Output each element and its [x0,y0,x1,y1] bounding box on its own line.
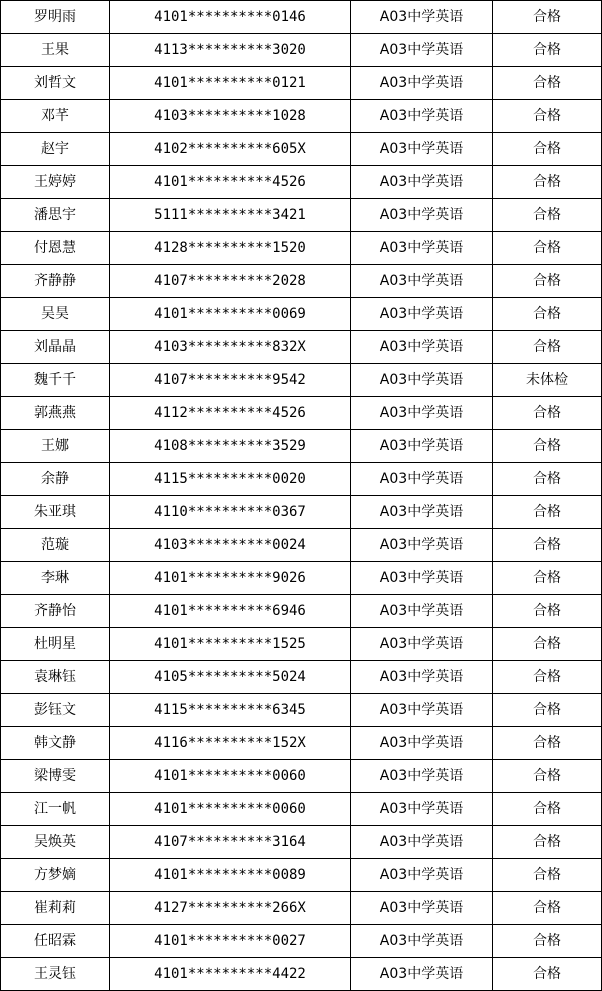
candidate-name-cell: 袁琳钰 [1,661,110,694]
table-row [1,397,602,430]
table-row [1,430,602,463]
result-cell: 合格 [493,595,602,628]
table-row [1,100,602,133]
table-row [1,793,602,826]
id-number-cell: 4105**********5024 [110,661,351,694]
result-cell: 合格 [493,496,602,529]
result-cell: 合格 [493,232,602,265]
id-number-cell: 4107**********3164 [110,826,351,859]
result-cell: 合格 [493,199,602,232]
result-cell: 合格 [493,430,602,463]
table-row [1,826,602,859]
result-cell: 合格 [493,826,602,859]
candidate-name-cell: 赵宇 [1,133,110,166]
id-number-cell: 4115**********0020 [110,463,351,496]
id-number-cell: 4101**********0069 [110,298,351,331]
candidate-name-cell: 付恩慧 [1,232,110,265]
id-number-cell: 4116**********152X [110,727,351,760]
id-number-cell: 4113**********3020 [110,34,351,67]
result-cell: 合格 [493,925,602,958]
id-number-cell: 4102**********605X [110,133,351,166]
table-row [1,529,602,562]
result-cell: 合格 [493,265,602,298]
subject-cell: A03中学英语 [351,133,493,166]
subject-cell: A03中学英语 [351,166,493,199]
subject-cell: A03中学英语 [351,925,493,958]
subject-cell: A03中学英语 [351,67,493,100]
table-row [1,562,602,595]
result-cell: 合格 [493,397,602,430]
candidate-name-cell: 潘思宇 [1,199,110,232]
subject-cell: A03中学英语 [351,958,493,991]
result-cell: 未体检 [493,364,602,397]
table-row [1,67,602,100]
candidate-name-cell: 崔莉莉 [1,892,110,925]
result-cell: 合格 [493,67,602,100]
subject-cell: A03中学英语 [351,727,493,760]
candidate-name-cell: 江一帆 [1,793,110,826]
table-row [1,1,602,34]
id-number-cell: 4101**********0027 [110,925,351,958]
table-row [1,595,602,628]
result-cell: 合格 [493,727,602,760]
candidate-name-cell: 郭燕燕 [1,397,110,430]
candidate-name-cell: 朱亚琪 [1,496,110,529]
candidate-name-cell: 彭钰文 [1,694,110,727]
table-row [1,925,602,958]
result-cell: 合格 [493,628,602,661]
id-number-cell: 4101**********4422 [110,958,351,991]
id-number-cell: 4101**********0121 [110,67,351,100]
id-number-cell: 4128**********1520 [110,232,351,265]
table-row [1,364,602,397]
id-number-cell: 4107**********9542 [110,364,351,397]
candidate-name-cell: 吴焕英 [1,826,110,859]
candidate-name-cell: 齐静静 [1,265,110,298]
subject-cell: A03中学英语 [351,199,493,232]
candidate-name-cell: 王娜 [1,430,110,463]
result-cell: 合格 [493,661,602,694]
candidate-name-cell: 王婷婷 [1,166,110,199]
subject-cell: A03中学英语 [351,100,493,133]
candidate-name-cell: 李琳 [1,562,110,595]
candidate-name-cell: 魏千千 [1,364,110,397]
result-cell: 合格 [493,793,602,826]
table-row [1,298,602,331]
id-number-cell: 4103**********0024 [110,529,351,562]
subject-cell: A03中学英语 [351,826,493,859]
result-cell: 合格 [493,760,602,793]
result-cell: 合格 [493,562,602,595]
candidate-name-cell: 齐静怡 [1,595,110,628]
candidate-name-cell: 任昭霖 [1,925,110,958]
table-row [1,166,602,199]
table-row [1,199,602,232]
result-cell: 合格 [493,958,602,991]
result-cell: 合格 [493,892,602,925]
id-number-cell: 4101**********4526 [110,166,351,199]
candidate-name-cell: 杜明星 [1,628,110,661]
id-number-cell: 4127**********266X [110,892,351,925]
subject-cell: A03中学英语 [351,430,493,463]
result-cell: 合格 [493,859,602,892]
table-row [1,892,602,925]
id-number-cell: 4112**********4526 [110,397,351,430]
candidate-name-cell: 王灵钰 [1,958,110,991]
id-number-cell: 4103**********832X [110,331,351,364]
candidate-name-cell: 邓芊 [1,100,110,133]
table-row [1,958,602,991]
table-row [1,727,602,760]
candidate-name-cell: 吴昊 [1,298,110,331]
result-cell: 合格 [493,166,602,199]
candidate-name-cell: 余静 [1,463,110,496]
subject-cell: A03中学英语 [351,364,493,397]
subject-cell: A03中学英语 [351,496,493,529]
result-cell: 合格 [493,298,602,331]
subject-cell: A03中学英语 [351,463,493,496]
candidate-name-cell: 韩文静 [1,727,110,760]
id-number-cell: 4101**********6946 [110,595,351,628]
subject-cell: A03中学英语 [351,694,493,727]
subject-cell: A03中学英语 [351,265,493,298]
id-number-cell: 4101**********0089 [110,859,351,892]
id-number-cell: 5111**********3421 [110,199,351,232]
id-number-cell: 4101**********0146 [110,1,351,34]
result-cell: 合格 [493,1,602,34]
table-row [1,661,602,694]
id-number-cell: 4101**********9026 [110,562,351,595]
table-row [1,34,602,67]
id-number-cell: 4101**********0060 [110,760,351,793]
subject-cell: A03中学英语 [351,661,493,694]
subject-cell: A03中学英语 [351,859,493,892]
table-row [1,760,602,793]
candidate-name-cell: 刘哲文 [1,67,110,100]
candidate-name-cell: 王果 [1,34,110,67]
table-row [1,331,602,364]
subject-cell: A03中学英语 [351,529,493,562]
results-table-body [1,1,602,991]
table-row [1,265,602,298]
result-cell: 合格 [493,529,602,562]
subject-cell: A03中学英语 [351,331,493,364]
candidate-name-cell: 方梦嫡 [1,859,110,892]
result-cell: 合格 [493,463,602,496]
result-cell: 合格 [493,100,602,133]
subject-cell: A03中学英语 [351,1,493,34]
id-number-cell: 4115**********6345 [110,694,351,727]
subject-cell: A03中学英语 [351,298,493,331]
table-row [1,496,602,529]
candidate-name-cell: 罗明雨 [1,1,110,34]
id-number-cell: 4110**********0367 [110,496,351,529]
id-number-cell: 4107**********2028 [110,265,351,298]
result-cell: 合格 [493,694,602,727]
id-number-cell: 4101**********1525 [110,628,351,661]
table-row [1,232,602,265]
table-row [1,628,602,661]
subject-cell: A03中学英语 [351,760,493,793]
id-number-cell: 4108**********3529 [110,430,351,463]
subject-cell: A03中学英语 [351,232,493,265]
candidate-name-cell: 范璇 [1,529,110,562]
candidate-name-cell: 刘晶晶 [1,331,110,364]
result-cell: 合格 [493,331,602,364]
table-row [1,463,602,496]
table-row [1,859,602,892]
id-number-cell: 4103**********1028 [110,100,351,133]
subject-cell: A03中学英语 [351,562,493,595]
subject-cell: A03中学英语 [351,595,493,628]
result-cell: 合格 [493,133,602,166]
result-cell: 合格 [493,34,602,67]
subject-cell: A03中学英语 [351,397,493,430]
subject-cell: A03中学英语 [351,34,493,67]
candidate-name-cell: 梁博雯 [1,760,110,793]
subject-cell: A03中学英语 [351,628,493,661]
subject-cell: A03中学英语 [351,793,493,826]
subject-cell: A03中学英语 [351,892,493,925]
table-row [1,694,602,727]
id-number-cell: 4101**********0060 [110,793,351,826]
table-row [1,133,602,166]
